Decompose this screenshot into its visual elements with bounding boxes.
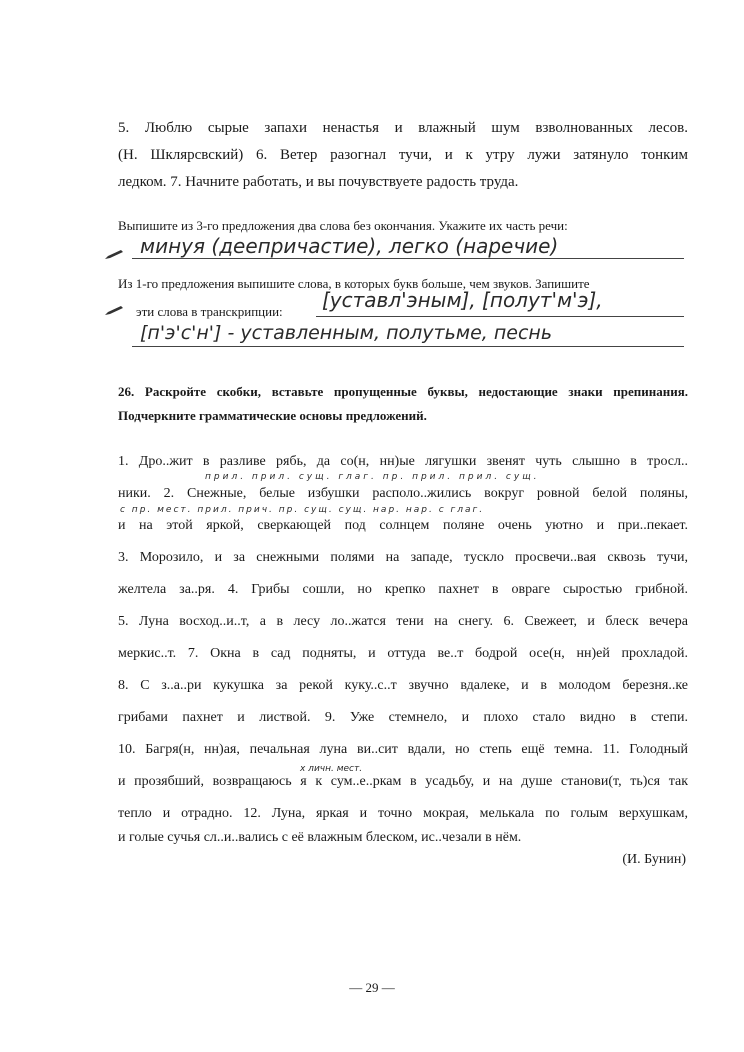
answer-line — [132, 258, 684, 259]
text-line: 1. Дро..жит в разливе рябь, да со(н, нн)ые лягушки звенят чуть слышно в тросл.. — [118, 454, 688, 469]
paragraph-line: (Н. Шклярсвский) 6. Ветер разогнал тучи, и к утру лужи затянуло тонким — [118, 147, 688, 163]
text-line: 3. Морозило, и за снежными полями на западе, тускло просвечи..вая сквозь тучи, — [118, 550, 688, 565]
paragraph-line: ледком. 7. Начните работать, и вы почувствуете радость труда. — [118, 174, 519, 190]
annotation-row: прил. прил. сущ. глаг. пр. прил. прил. сущ. — [205, 472, 540, 482]
text-line: и на этой яркой, сверкающей под солнцем поляне очень уютно и при..пекает. — [118, 518, 688, 533]
task1-prompt: Выпишите из 3-го предложения два слова без окончания. Укажите их часть речи: — [118, 218, 568, 233]
text-line: тепло и отрадно. 12. Луна, яркая и точно мокрая, мелькала по голым верхушкам, — [118, 806, 688, 821]
task2-handwritten-words: [п'э'с'н'] - уставленным, полутьме, песнь — [140, 322, 553, 344]
text-line: меркис..т. 7. Окна в сад подняты, и оттуда ве..т бодрой осе(н, нн)ей прохладой. — [118, 646, 688, 661]
text-line: грибами пахнет и листвой. 9. Уже стемнело, и плохо стало видно в степи. — [118, 710, 688, 725]
text-line: 5. Луна восход..и..т, а в лесу ло..жатся тени на снегу. 6. Свежеет, и блеск вечера — [118, 614, 688, 629]
paragraph-line: 5. Люблю сырые запахи ненастья и влажный шум взволнованных лесов. — [118, 120, 688, 136]
text-line: и прозябший, возвращаюсь я к сум..е..ркам в усадьбу, и на душе станови(т, ть)ся так — [118, 774, 688, 789]
task2-prompt-line2: эти слова в транскрипции: — [136, 304, 283, 319]
annotation-row: х личн. мест. — [300, 764, 363, 774]
exercise26-heading — [118, 384, 688, 428]
text-line: 10. Багря(н, нн)ая, печальная луна ви..сит вдали, но степь ещё темна. 11. Голодный — [118, 742, 688, 757]
task2-prompt: Из 1-го предложения выпишите слова, в которых букв больше, чем звуков. Запишите — [118, 276, 590, 291]
text-line: и голые сучья сл..и..вались с её влажным блеском, ис..чезали в нём. — [118, 830, 522, 845]
text-line: 8. С з..а..ри кукушка за рекой куку..с..т звучно вдалеке, и в молодом березня..ке — [118, 678, 688, 693]
text-line: ники. 2. Снежные, белые избушки располо..жились вокруг ровной белой поляны, — [118, 486, 688, 501]
top-paragraph — [118, 120, 688, 200]
heading-line: 26. Раскройте скобки, вставьте пропущенные буквы, недостающие знаки препинания. — [118, 384, 688, 399]
task1-handwritten-answer: минуя (деепричастие), легко (наречие) — [140, 234, 559, 258]
pencil-icon — [105, 250, 123, 260]
heading-line: Подчеркните грамматические основы предложений. — [118, 408, 427, 423]
text-line: желтела за..ря. 4. Грибы сошли, но крепко пахнет в овраге сыростью грибной. — [118, 582, 688, 597]
answer-line — [316, 316, 684, 317]
annotation-row: с пр. мест. прил. прич. пр. сущ. сущ. нар. нар. с глаг. — [120, 505, 485, 515]
author-attribution: (И. Бунин) — [622, 852, 686, 867]
page-number: — 29 — — [349, 980, 395, 995]
answer-line — [132, 346, 684, 347]
task2-handwritten-transcription: [уставл'эным], [полут'м'э], — [322, 288, 603, 312]
pencil-icon — [105, 306, 123, 316]
